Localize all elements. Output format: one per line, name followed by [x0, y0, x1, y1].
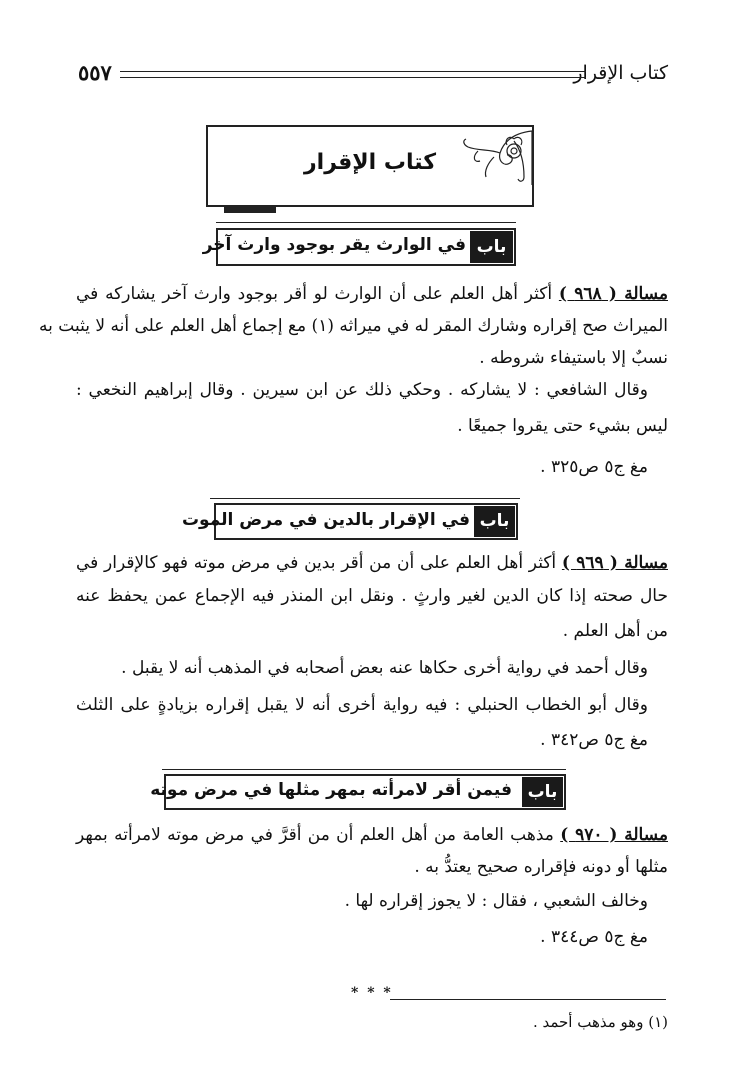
- text-line: وخالف الشعبي ، فقال : لا يجوز إقراره لها .: [344, 891, 648, 911]
- text-line: مثلها أو دونه فإقراره صحيح يعتدُّ به .: [414, 857, 668, 877]
- title-box-shadow: [224, 207, 276, 213]
- page-number: ٥٥٧: [78, 60, 112, 85]
- text-line: من أهل العلم .: [562, 621, 668, 641]
- footnote-rule: [390, 999, 666, 1000]
- footnote: (١) وهو مذهب أحمد .: [532, 1013, 668, 1031]
- section-tag: باب: [474, 506, 515, 537]
- section-separator: * * *: [351, 985, 393, 1001]
- header-rule: [120, 77, 586, 78]
- text-line: وقال أحمد في رواية أخرى حكاها عنه بعض أصحابه في المذهب أنه لا يقبل .: [121, 658, 648, 678]
- text-line: ليس بشيء حتى يقروا جميعًا .: [457, 416, 668, 436]
- text-line: حال صحته إذا كان الدين لغير وارثٍ . ونقل ابن المنذر فيه الإجماع عمن يحفظ عنه: [76, 586, 668, 606]
- section-rule: [210, 498, 520, 499]
- text-line: مسالة ( ٩٦٩ ) أكثر أهل العلم على أن من أقر بدين في مرض موته فهو كالإقرار في: [76, 553, 668, 573]
- section-heading: فيمن أقر لامرأته بمهر مثلها في مرض موته: [150, 780, 512, 800]
- text-line: وقال الشافعي : لا يشاركه . وحكي ذلك عن ابن سيرين . وقال إبراهيم النخعي :: [76, 380, 648, 400]
- section-heading: في الإقرار بالدين في مرض الموت: [181, 510, 470, 530]
- text-line: وقال أبو الخطاب الحنبلي : فيه رواية أخرى أنه لا يقبل إقراره بزيادةٍ على الثلث: [76, 695, 648, 715]
- text-line: الميراث صح إقراره وشارك المقر له في ميراثه (١) مع إجماع أهل العلم على أنه لا يثبت به: [39, 316, 668, 336]
- masala-label: مسالة ( ٩٧٠ ): [560, 825, 668, 845]
- running-header-title: كتاب الإقرار: [573, 62, 668, 84]
- masala-label: مسالة ( ٩٦٨ ): [558, 284, 668, 304]
- section-tag: باب: [470, 231, 513, 263]
- section-rule: [162, 769, 566, 770]
- text-line: مسالة ( ٩٦٨ ) أكثر أهل العلم على أن الوارث لو أقر بوجود وارث آخر يشاركه في: [76, 284, 668, 304]
- text-line: مسالة ( ٩٧٠ ) مذهب العامة من أهل العلم أن من أقرَّ في مرض موته لامرأته بمهر: [76, 825, 668, 845]
- section-heading: في الوارث يقر بوجود وارث آخر: [202, 235, 466, 255]
- text-line: نسبٌ إلا باستيفاء شروطه .: [479, 348, 668, 368]
- section-tag: باب: [522, 777, 563, 807]
- reference-line: مغ ج٥ ص٣٢٥ .: [540, 457, 648, 477]
- reference-line: مغ ج٥ ص٣٤٢ .: [540, 730, 648, 750]
- section-rule: [216, 222, 516, 223]
- header-rule: [120, 71, 586, 72]
- book-title: كتاب الإقرار: [303, 150, 437, 175]
- masala-label: مسالة ( ٩٦٩ ): [561, 553, 668, 573]
- reference-line: مغ ج٥ ص٣٤٤ .: [540, 927, 648, 947]
